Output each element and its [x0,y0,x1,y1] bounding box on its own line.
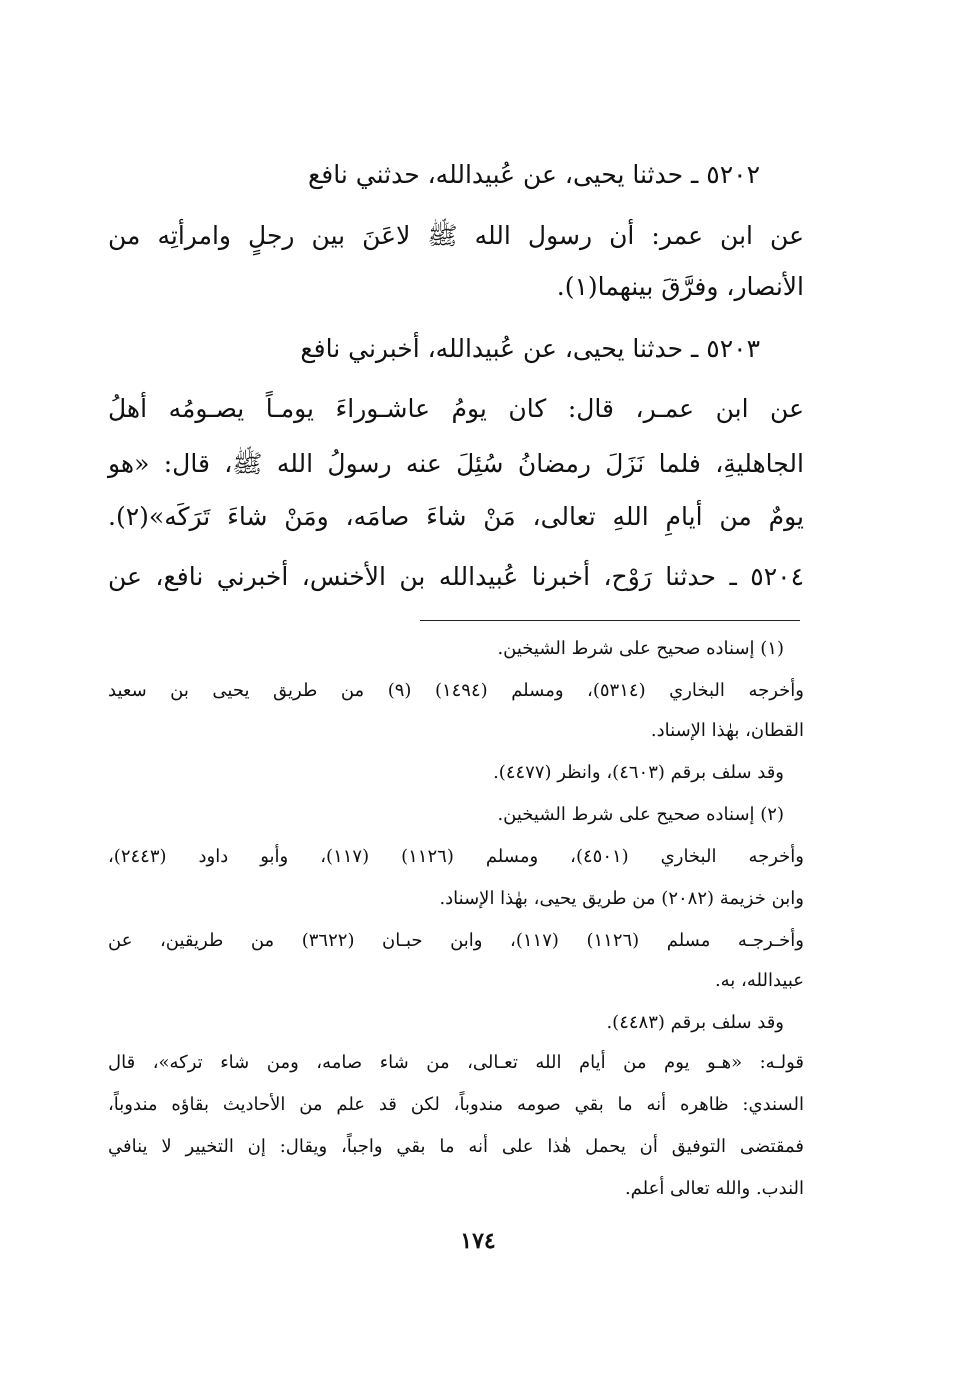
hadith-5202-header: ٥٢٠٢ ـ حدثنا يحيى، عن عُبيدالله، حدثني نافع [307,160,760,189]
footnote-line: القطان، بهٰذا الإسناد. [650,720,804,741]
footnote-line: وأخرجه البخاري (٤٥٠١)، ومسلم (١١٢٦) (١١٧)، وأبو داود (٢٤٤٣)، [108,846,804,867]
hadith-5203-header: ٥٢٠٣ ـ حدثنا يحيى، عن عُبيدالله، أخبرني نافع [300,334,760,363]
footnote-line: الندب. والله تعالى أعلم. [624,1178,804,1199]
footnote-line: وابن خزيمة (٢٠٨٢) من طريق يحيى، بهٰذا الإسناد. [439,888,804,909]
footnote-separator [420,620,800,621]
hadith-5204-header: ٥٢٠٤ ـ حدثنا رَوْح، أخبرنا عُبيدالله بن الأخنس، أخبرني نافع، عن [108,562,804,591]
footnote-line: وقد سلف برقم (٤٤٨٣). [606,1012,784,1033]
footnote-line: فمقتضى التوفيق أن يحمل هٰذا على أنه ما بقي واجباً، ويقال: إن التخيير لا ينافي [108,1136,804,1157]
hadith-5203-text-line: الجاهليةِ، فلما نَزَلَ رمضانُ سُئِلَ عنه رسولُ الله ﷺ، قال: «هو [108,449,804,478]
hadith-5202-text-line: عن ابن عمر: أن رسول الله ﷺ لاعَنَ بين رجلٍ وامرأتِه من [108,221,804,250]
footnote-line: وقد سلف برقم (٤٦٠٣)، وانظر (٤٤٧٧). [493,762,784,783]
footnote-line: وأخرجه البخاري (٥٣١٤)، ومسلم (١٤٩٤) (٩) من طريق يحيى بن سعيد [108,680,804,701]
page-number: ١٧٤ [460,1228,496,1254]
footnote-line: السندي: ظاهره أنه ما بقي صومه مندوباً، لكن قد علم من الأحاديث بقاؤه مندوباً، [108,1094,804,1115]
footnote-line: (١) إسناده صحيح على شرط الشيخين. [497,638,784,659]
hadith-5203-text-line: يومٌ من أيامِ اللهِ تعالى، مَنْ شاءَ صامَه، ومَنْ شاءَ تَرَكَه»(٢). [108,502,804,531]
footnote-line: قولـه: «هـو يوم من أيام الله تعـالى، من شاء صامه، ومن شاء تركه»، قال [108,1052,804,1073]
footnote-line: وأخـرجـه مسلم (١١٢٦) (١١٧)، وابن حبـان (٣٦٢٢) من طريقين، عن [108,930,804,951]
footnote-line: عبيدالله، به. [714,970,804,991]
hadith-5202-text-line: الأنصار، وفرَّقَ بينهما(١). [556,272,804,301]
hadith-5203-text-line: عن ابن عمـر، قال: كان يومُ عاشـوراءَ يومـاً يصـومُه أهلُ [108,394,804,423]
footnote-line: (٢) إسناده صحيح على شرط الشيخين. [497,804,784,825]
